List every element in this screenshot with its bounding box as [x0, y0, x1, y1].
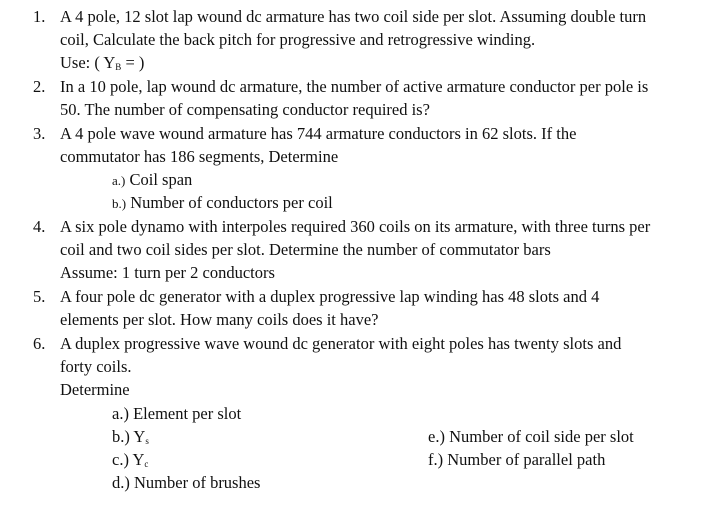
q3-part-a-label: a.): [112, 173, 126, 188]
q6-part-c-text: Y: [132, 450, 145, 469]
q3-part-a: [112, 170, 192, 191]
q3-number: 3.: [33, 124, 46, 143]
q2-line-1: In a 10 pole, lap wound dc armature, the number of active armature conductor per pole is: [60, 77, 649, 96]
q2-number: 2.: [33, 77, 46, 96]
q6-part-c-label: c.): [112, 450, 129, 469]
q3-part-b-text: Number of conductors per coil: [130, 193, 333, 212]
q1-use-line: [60, 53, 144, 77]
q3-part-a-text: Coil span: [129, 170, 193, 189]
q2-line-2: 50. The number of compensating conductor required is?: [60, 100, 430, 119]
q6-part-a-label: a.): [112, 404, 129, 423]
q6-part-a: [112, 404, 241, 424]
q6-part-e-text: Number of coil side per slot: [449, 427, 634, 446]
q6-part-c-subscript: c: [144, 459, 149, 469]
q6-part-b: [112, 427, 149, 451]
q6-number: 6.: [33, 334, 46, 353]
q5-line-2: elements per slot. How many coils does it have?: [60, 310, 379, 329]
q6-line-3: Determine: [60, 380, 130, 399]
q3-line-1: A 4 pole wave wound armature has 744 armature conductors in 62 slots. If the: [60, 124, 577, 143]
q4-line-2: coil and two coil sides per slot. Determine the number of commutator bars: [60, 240, 551, 259]
q1-number: 1.: [33, 7, 46, 26]
q6-part-f-label: f.): [428, 450, 444, 469]
q6-line-2: forty coils.: [60, 357, 132, 376]
q6-part-c: [112, 450, 148, 474]
q3-part-b-label: b.): [112, 196, 127, 211]
q4-number: 4.: [33, 217, 46, 236]
q6-part-b-subscript: s: [145, 436, 149, 446]
q5-number: 5.: [33, 287, 46, 306]
q6-part-f: [428, 450, 605, 470]
q6-part-b-label: b.): [112, 427, 130, 446]
q6-part-e: [428, 427, 634, 447]
q6-part-d-text: Number of brushes: [134, 473, 261, 492]
q1-use-suffix: = ): [121, 53, 145, 72]
q1-line-1: A 4 pole, 12 slot lap wound dc armature has two coil side per slot. Assuming double turn: [60, 7, 647, 26]
q6-part-b-text: Y: [133, 427, 146, 446]
q3-line-2: commutator has 186 segments, Determine: [60, 147, 339, 166]
q4-line-3: Assume: 1 turn per 2 conductors: [60, 263, 275, 282]
q6-part-e-label: e.): [428, 427, 445, 446]
q4-line-1: A six pole dynamo with interpoles required 360 coils on its armature, with three turns per: [60, 217, 651, 236]
q6-part-d: [112, 473, 260, 493]
q1-use-subscript: B: [115, 62, 122, 72]
q6-part-f-text: Number of parallel path: [447, 450, 606, 469]
q6-part-d-label: d.): [112, 473, 130, 492]
q1-line-2: coil, Calculate the back pitch for progressive and retrogressive winding.: [60, 30, 536, 49]
q5-line-1: A four pole dc generator with a duplex progressive lap winding has 48 slots and 4: [60, 287, 600, 306]
q1-use-prefix: Use: ( Y: [60, 53, 116, 72]
q3-part-b: [112, 193, 333, 214]
q6-part-a-text: Element per slot: [133, 404, 242, 423]
q6-line-1: A duplex progressive wave wound dc generator with eight poles has twenty slots and: [60, 334, 622, 353]
